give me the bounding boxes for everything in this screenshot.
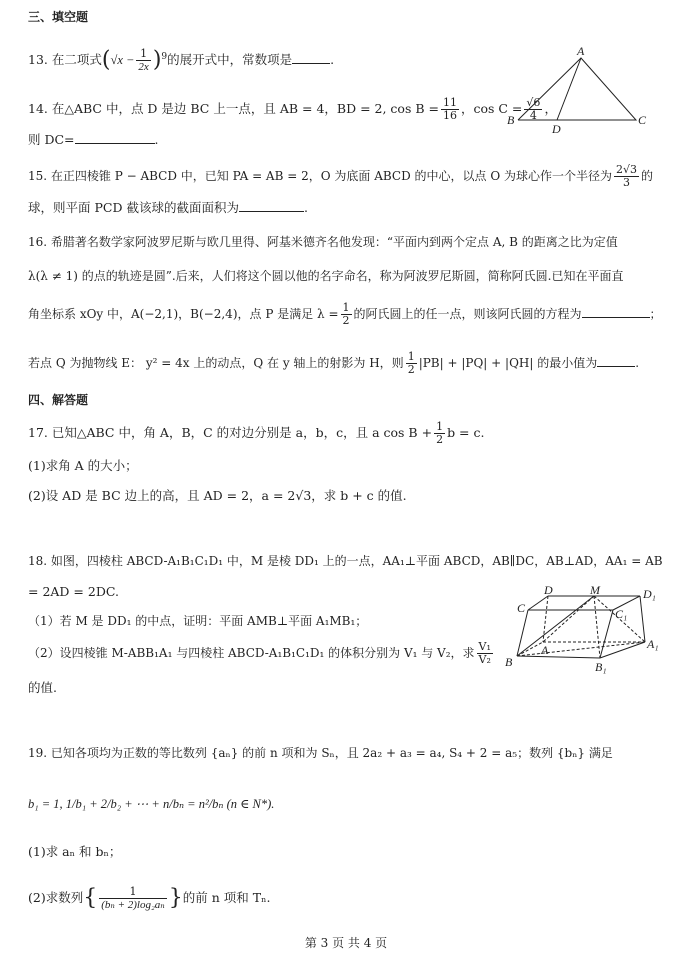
q14-text-c: ， <box>544 101 557 116</box>
q16-semicolon: ； <box>649 307 662 321</box>
question-19-line2: b₁ = 1, 1/b₁ + 2/b₂ + ⋯ + n/bₙ = n²/bₙ (n ∈ N*). <box>28 797 275 811</box>
q14-cosb-fraction <box>441 97 459 122</box>
q16-text-a: 角坐标系 xOy 中，A(−2,1)，B(−2,4)，点 P 是满足 λ = <box>28 307 339 321</box>
q16-half-fraction: $\frac{1}{2}$ <box>407 350 415 376</box>
q13-fraction: $\frac{1}{2x}$ <box>138 47 149 74</box>
q16-answer-blank-1[interactable] <box>582 305 650 318</box>
q15-text-b: 的 <box>641 169 654 183</box>
prism-figure <box>495 586 665 676</box>
q13-text-b: 的展开式中，常数项是 <box>167 52 293 68</box>
triangle-label-d: D <box>552 122 561 134</box>
q15-answer-blank[interactable] <box>239 199 304 212</box>
q17-half-fraction: $\frac{1}{2}$ <box>436 420 444 446</box>
question-18-part2 <box>28 641 495 666</box>
q14-answer-blank[interactable] <box>75 131 155 144</box>
q16-lambda-num: 1 <box>342 301 350 314</box>
q19-text-a: (2)求数列 <box>28 890 84 905</box>
question-17-line1 <box>28 421 484 446</box>
question-19-part2: (2)求数列{ $\frac{1}{\text{(bₙ + 2)log₂aₙ}}$ }的前 n 项和 Tₙ. <box>28 885 271 911</box>
q18-frac-num: V₁ <box>478 640 491 653</box>
prism-label-b1: B₁ <box>595 660 607 674</box>
question-15 <box>28 164 653 189</box>
prism-label-m: M <box>590 586 600 597</box>
triangle-label-a: A <box>577 44 585 58</box>
q14-cosb-num: 11 <box>442 96 457 109</box>
question-17-part1: (1)求角 A 的大小； <box>28 458 138 473</box>
q15-period: . <box>303 200 308 215</box>
prism-label-b: B <box>505 655 513 669</box>
q16-lambda-den: 2 <box>342 314 350 327</box>
q18-frac-den: V₂ <box>478 653 491 666</box>
q14-text-b: ，cos C = <box>460 101 523 116</box>
question-19-part1: (1)求 aₙ 和 bₙ； <box>28 844 122 859</box>
q15-radius-num: 2√3 <box>616 163 638 176</box>
prism-label-a: A <box>541 643 549 657</box>
q19-frac-den: (bₙ + 2)log₂aₙ <box>101 899 165 911</box>
q19-series-fraction <box>99 886 167 911</box>
question-19-line1: 19. 已知各项均为正数的等比数列 {aₙ} 的前 n 项和为 Sₙ，且 2a₂ + a₃ = a₄, S₄ + 2 = a₅；数列 {bₙ} 满足 <box>28 746 613 760</box>
q16-text-d: |PB| + |PQ| + |QH| 的最小值为 <box>418 356 598 370</box>
question-16-line2: λ(λ ≠ 1) 的点的轨迹是圆”.后来，人们将这个圆以他的名字命名，称为阿波罗尼斯圆，简称阿氏圆.已知在平面直 <box>28 269 624 283</box>
q13-text-a: 13. 在二项式 <box>28 52 102 68</box>
q13-expression: √x − <box>110 53 135 68</box>
q16-text-b: 的阿氏圆上的任一点，则该阿氏圆的方程为 <box>353 307 582 321</box>
triangle-label-b: B <box>507 113 515 127</box>
q14-cosc-fraction <box>524 97 542 122</box>
question-14-line2 <box>28 131 159 149</box>
question-17-part2: (2)设 AD 是 BC 边上的高，且 AD = 2，a = 2√3，求 b + c 的值. <box>28 488 407 503</box>
section-solve-heading: 四、解答题 <box>28 393 89 407</box>
question-13: 13. 在二项式(√x − $\frac{1}{2x}$ )$^9$的展开式中，常数项是 . <box>28 47 335 74</box>
question-18-part1: （1）若 M 是 DD₁ 的中点，证明：平面 AMB⊥平面 A₁MB₁； <box>28 614 368 628</box>
question-16-line3 <box>28 302 662 327</box>
q14-period: . <box>154 132 159 147</box>
triangle-label-c: C <box>638 113 647 127</box>
question-16-line4 <box>28 351 639 376</box>
prism-label-c1: C₁ <box>615 607 628 621</box>
q16-period: . <box>635 356 640 370</box>
q15-radius-den: 3 <box>623 176 630 189</box>
prism-label-c: C <box>517 601 526 615</box>
q17-text-a: 17. 已知△ABC 中，角 A，B，C 的对边分别是 a，b，c，且 a cos B + <box>28 425 433 440</box>
q19-frac-num: 1 <box>99 886 167 899</box>
q13-period: . <box>330 52 335 68</box>
prism-label-d1: D₁ <box>643 587 656 601</box>
q14-cosc-den: 4 <box>529 109 537 122</box>
q15-radius-fraction <box>614 164 639 189</box>
q13-answer-blank[interactable] <box>292 51 330 64</box>
q16-text-c: 若点 Q 为抛物线 E： y² = 4x 上的动点，Q 在 y 轴上的射影为 H，则 <box>28 356 404 370</box>
section-fill-in-heading: 三、填空题 <box>28 10 89 24</box>
q14-text-d: 则 DC= <box>28 132 75 147</box>
q16-answer-blank-2[interactable] <box>597 354 635 367</box>
prism-label-d: D <box>544 586 553 597</box>
q16-lambda-fraction <box>341 302 352 327</box>
q18-text-a: （2）设四棱锥 M-ABB₁A₁ 与四棱柱 ABCD-A₁B₁C₁D₁ 的体积分别为 V₁ 与 V₂，求 <box>28 646 475 660</box>
q18-volume-fraction <box>477 641 493 666</box>
q17-text-b: b = c. <box>447 425 485 440</box>
q15-text-a: 15. 在正四棱锥 P − ABCD 中，已知 PA = AB = 2，O 为底面 ABCD 的中心，以点 O 为球心作一个半径为 <box>28 169 612 183</box>
q19-text-b: 的前 n 项和 Tₙ. <box>182 890 271 905</box>
page-footer: 第 3 页 共 4 页 <box>304 936 388 950</box>
q14-text-a: 14. 在△ABC 中，点 D 是边 BC 上一点，且 AB = 4，BD = 2, cos B = <box>28 101 439 116</box>
question-16-line1: 16. 希腊著名数学家阿波罗尼斯与欧几里得、阿基米德齐名他发现：“平面内到两个定点 A, B 的距离之比为定值 <box>28 235 618 249</box>
q14-cosc-num: √6 <box>526 96 541 109</box>
question-14 <box>28 97 557 122</box>
question-15-line2 <box>28 199 308 217</box>
question-18-line5: 的值. <box>28 680 57 695</box>
question-18-line2: = 2AD = 2DC. <box>28 584 119 599</box>
prism-label-a1: A₁ <box>647 637 659 651</box>
question-18-line1: 18. 如图，四棱柱 ABCD-A₁B₁C₁D₁ 中，M 是棱 DD₁ 上的一点，AA₁⊥平面 ABCD，AB∥DC，AB⊥AD，AA₁ = AB <box>28 554 663 568</box>
q15-text-c: 球，则平面 PCD 截该球的截面面积为 <box>28 200 239 215</box>
q14-cosb-den: 16 <box>442 109 457 122</box>
